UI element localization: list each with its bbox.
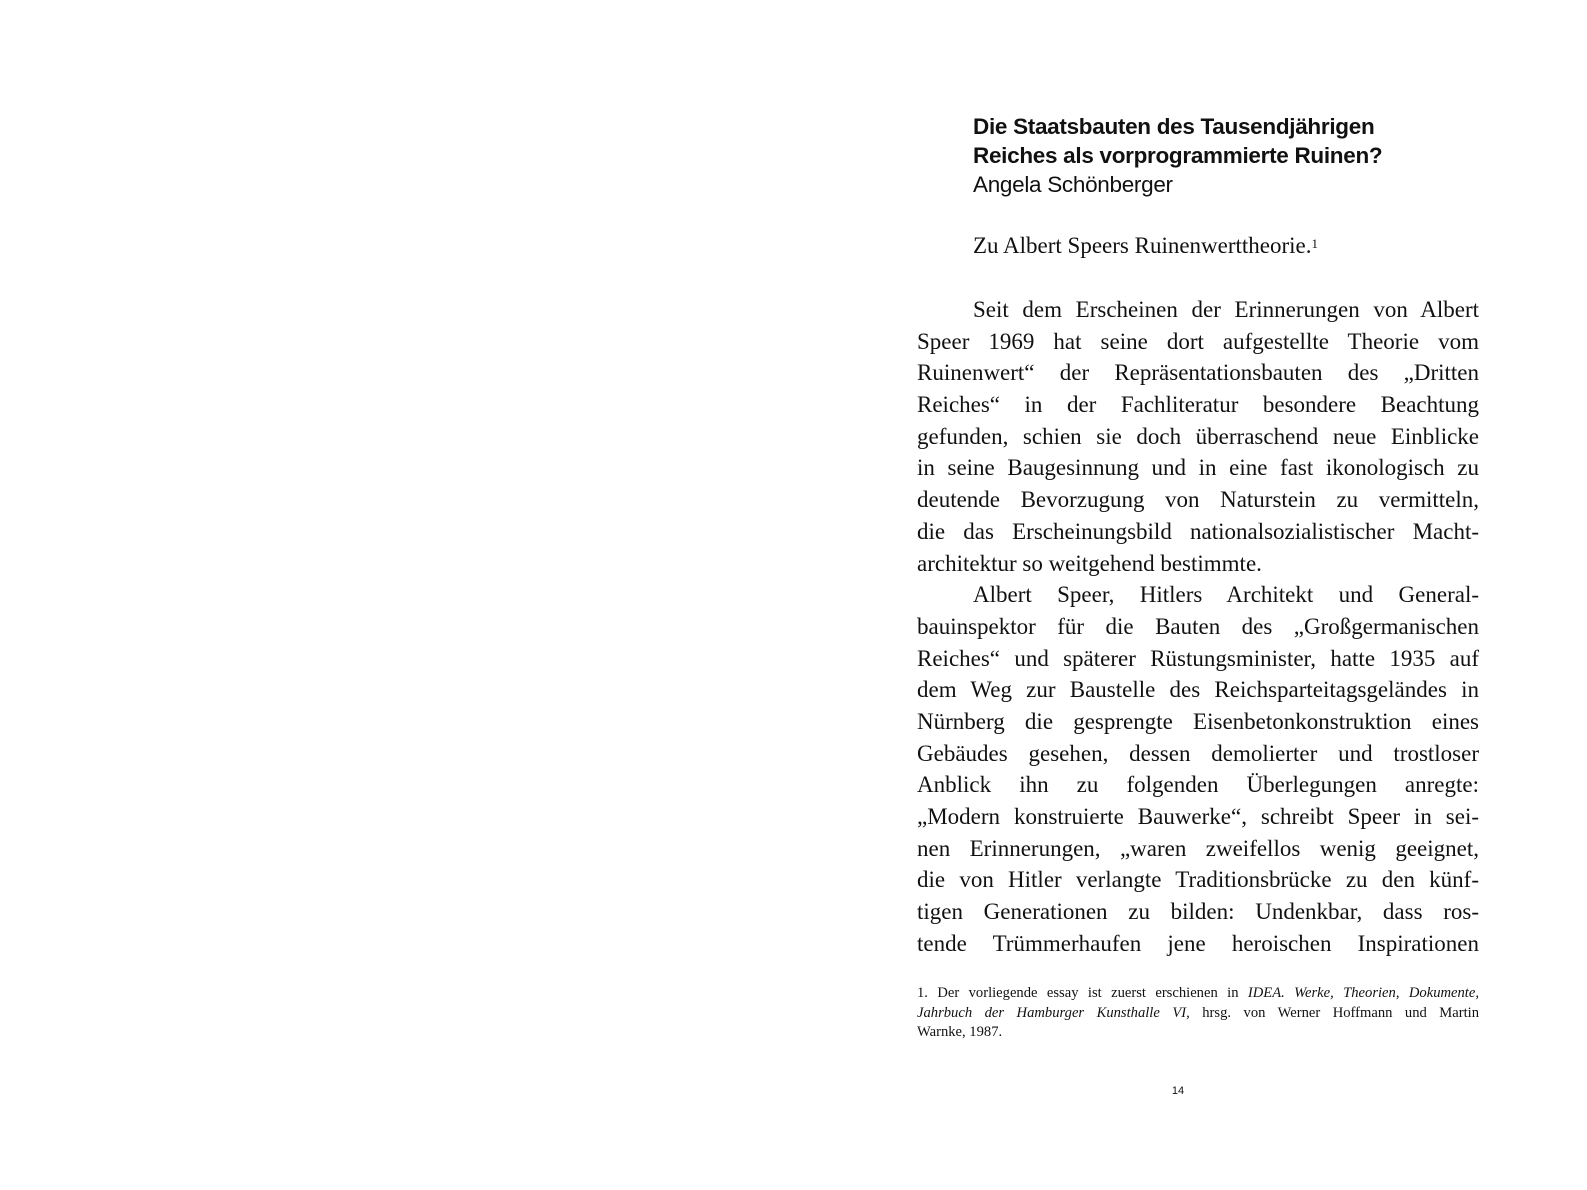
footnote-reference: 1 — [1311, 236, 1319, 251]
footnote-line-2 — [917, 1004, 1479, 1024]
body-line: „Modern konstruierte Bauwerke“, schreibt Speer in sei- — [917, 804, 1479, 829]
body-line: tende Trümmerhaufen jene heroischen Inspirationen — [917, 930, 1479, 956]
body-line: die von Hitler verlangte Traditionsbrücke zu den künf- — [917, 867, 1479, 893]
article-title-line-1: Die Staatsbauten des Tausendjährigen — [973, 114, 1375, 139]
footnote-italic-text: IDEA. Werke, Theorien, Dokumente, — [1247, 985, 1479, 1001]
body-line: Ruinenwert“ der Repräsentationsbauten des „Dritten — [917, 360, 1479, 386]
footnote-line-1 — [917, 984, 1479, 1004]
article-title-line-2: Reiches als vorprogrammierte Ruinen? — [973, 143, 1383, 168]
body-line: die das Erscheinungsbild nationalsozialistischer Macht- — [917, 518, 1479, 544]
article-heading — [973, 112, 1413, 199]
body-line: Reiches“ in der Fachliteratur besondere Beachtung — [917, 392, 1479, 418]
article-subtitle — [973, 231, 1473, 261]
body-line: Albert Speer, Hitlers Architekt und General- — [973, 582, 1479, 608]
body-line: bauinspektor für die Bauten des „Großgermanischen — [917, 613, 1479, 639]
body-line: Speer 1969 hat seine dort aufgestellte Theorie vom — [917, 328, 1479, 354]
body-line: nen Erinnerungen, „waren zweifellos wenig geeignet, — [917, 835, 1479, 861]
body-line: architektur so weitgehend bestimmte. — [917, 550, 1262, 576]
body-line: tigen Generationen zu bilden: Undenkbar, dass ros- — [917, 899, 1479, 925]
body-line: Reiches“ und späterer Rüstungsminister, hatte 1935 auf — [917, 645, 1479, 671]
footnote-text: hrsg. von Werner Hoffmann und Martin — [1189, 1004, 1480, 1021]
footnote — [917, 984, 1479, 1043]
body-line: deutende Bevorzugung von Naturstein zu vermitteln, — [917, 487, 1479, 513]
left-page-blank — [0, 0, 793, 1190]
footnote-text: 1. Der vorliegende essay ist zuerst erschienen in — [917, 985, 1248, 1001]
article-author: Angela Schönberger — [973, 172, 1173, 197]
body-line: gefunden, schien sie doch überraschend neue Einblicke — [917, 423, 1479, 449]
body-line: in seine Baugesinnung und in eine fast ikonologisch zu — [917, 455, 1479, 481]
body-line: Gebäudes gesehen, dessen demolierter und trostloser — [917, 740, 1479, 766]
body-line: Nürnberg die gesprengte Eisenbetonkonstruktion eines — [917, 708, 1479, 734]
body-line: dem Weg zur Baustelle des Reichsparteitagsgeländes in — [917, 677, 1479, 703]
right-page — [793, 0, 1587, 1190]
body-line: Seit dem Erscheinen der Erinnerungen von Albert — [973, 297, 1479, 322]
article-subtitle-text: Zu Albert Speers Ruinenwerttheorie. — [973, 233, 1312, 258]
body-text — [917, 294, 1479, 959]
footnote-italic-text: Jahrbuch der Hamburger Kunsthalle VI, — [917, 1004, 1190, 1021]
page-number: 14 — [1171, 1085, 1185, 1097]
footnote-line-3: Warnke, 1987. — [917, 1024, 1003, 1041]
body-line: Anblick ihn zu folgenden Überlegungen anregte: — [917, 772, 1479, 798]
